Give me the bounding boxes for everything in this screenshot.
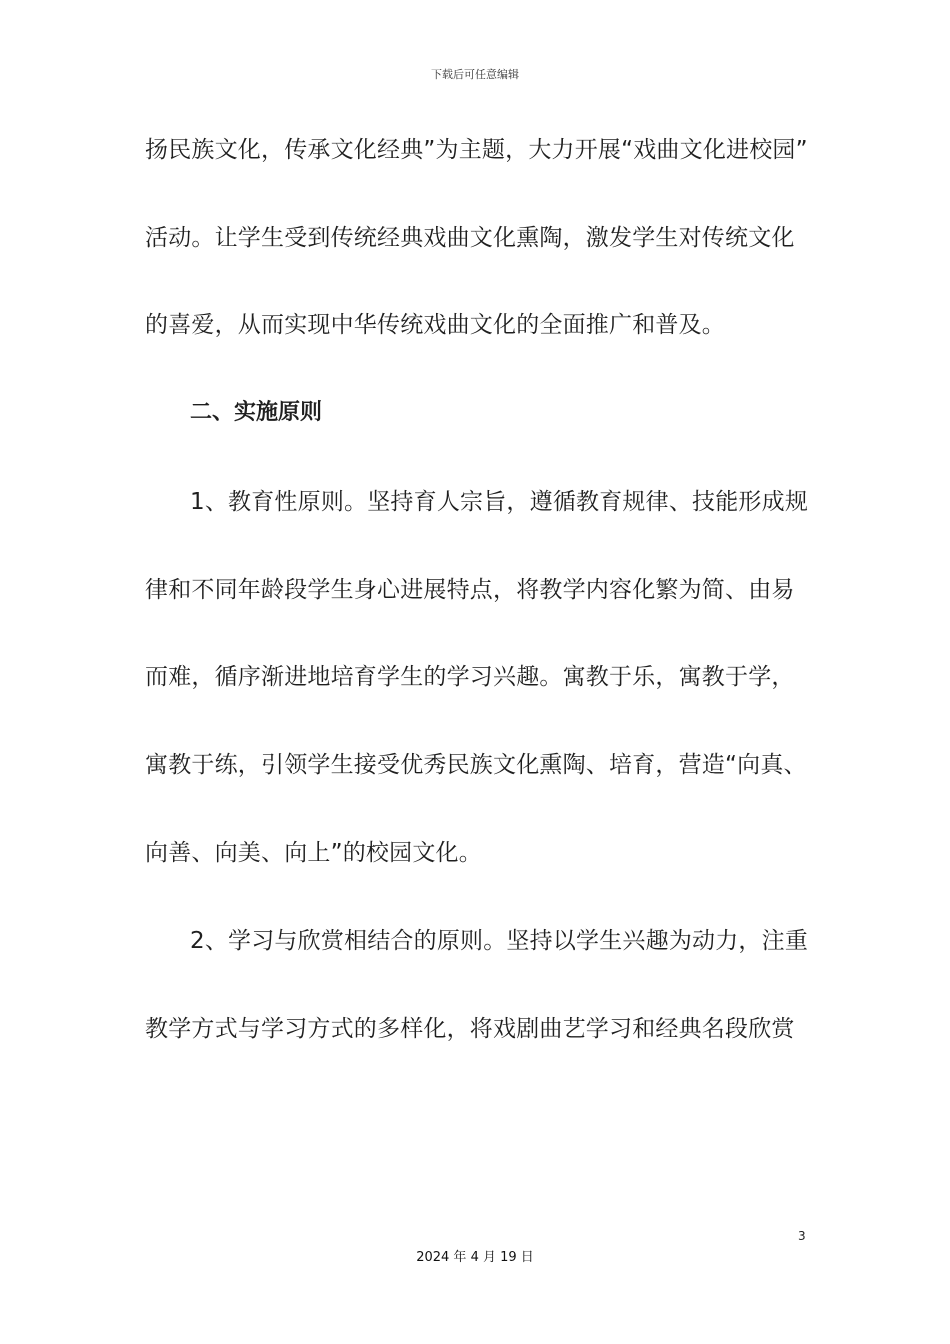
paragraph-line: 活动。让学生受到传统经典戏曲文化熏陶，激发学生对传统文化 [145, 225, 795, 251]
page-footer-date: 2024 年 4 月 19 日 [416, 1250, 534, 1265]
paragraph-line: 1、教育性原则。坚持育人宗旨，遵循教育规律、技能形成规 [190, 489, 809, 515]
section-heading: 二、实施原则 [190, 400, 323, 425]
paragraph-line: 的喜爱，从而实现中华传统戏曲文化的全面推广和普及。 [145, 312, 725, 338]
paragraph-line: 寓教于练，引领学生接受优秀民族文化熏陶、培育，营造“向真、 [145, 752, 807, 778]
paragraph-line: 而难，循序渐进地培育学生的学习兴趣。寓教于乐，寓教于学， [145, 664, 795, 690]
paragraph-line: 扬民族文化，传承文化经典”为主题，大力开展“戏曲文化进校园” [145, 137, 808, 163]
paragraph-line: 向善、向美、向上”的校园文化。 [145, 840, 482, 866]
paragraph-line: 律和不同年龄段学生身心进展特点，将教学内容化繁为简、由易 [145, 577, 795, 603]
paragraph-line: 教学方式与学习方式的多样化，将戏剧曲艺学习和经典名段欣赏 [145, 1016, 795, 1042]
page-header-note: 下载后可任意编辑 [431, 68, 519, 81]
page-number: 3 [798, 1229, 806, 1243]
paragraph-line: 2、学习与欣赏相结合的原则。坚持以学生兴趣为动力，注重 [190, 928, 809, 954]
